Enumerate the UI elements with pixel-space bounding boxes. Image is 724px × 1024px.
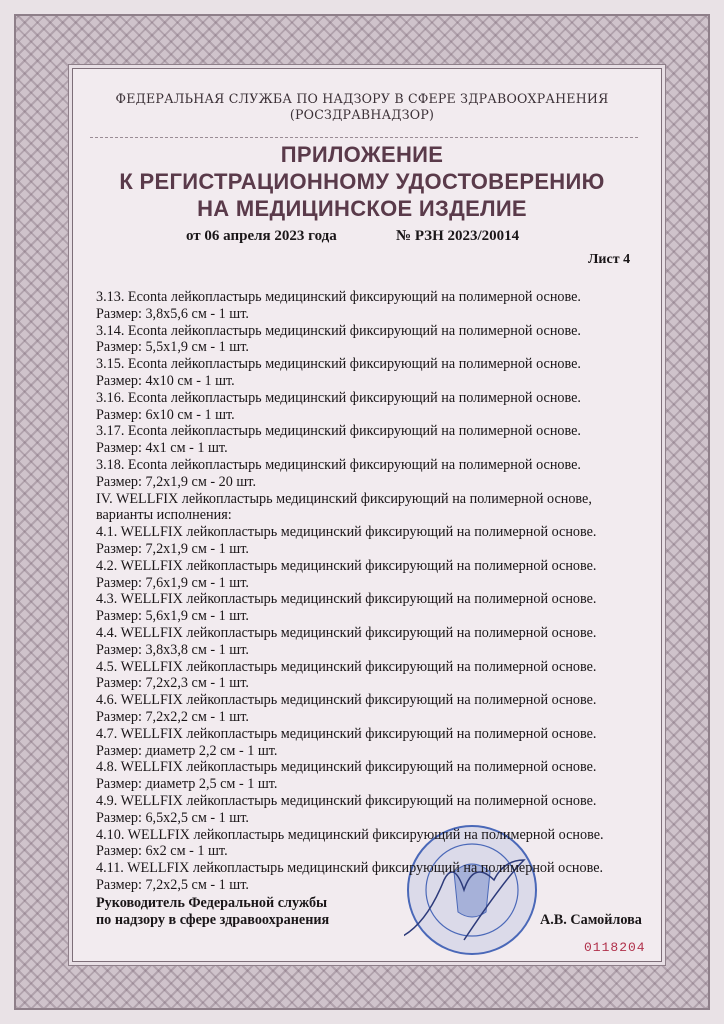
item-name-line: 3.15. Econta лейкопластырь медицинский фиксирующий на полимерной основе. [96,356,581,373]
item-size-line: Размер: 4х10 см - 1 шт. [96,372,235,389]
item-name-line: 3.13. Econta лейкопластырь медицинский фиксирующий на полимерной основе. [96,289,581,305]
item-name-line: 4.8. WELLFIX лейкопластырь медицинский фиксирующий на полимерной основе. [96,759,597,776]
item-name-line: 4.2. WELLFIX лейкопластырь медицинский фиксирующий на полимерной основе. [96,557,597,574]
item-size-line: Размер: 3,8х5,6 см - 1 шт. [96,305,249,322]
item-name-line: 4.3. WELLFIX лейкопластырь медицинский фиксирующий на полимерной основе. [96,591,597,608]
item-name-line: 3.18. Econta лейкопластырь медицинский фиксирующий на полимерной основе. [96,456,581,473]
item-size-line: Размер: диаметр 2,5 см - 1 шт. [96,776,278,793]
title-line-2: К РЕГИСТРАЦИОННОМУ УДОСТОВЕРЕНИЮ [119,169,605,194]
item-size-line: Размер: 7,2х1,9 см - 1 шт. [96,540,249,557]
serial-number: 0118204 [584,940,646,955]
item-size-line: Размер: 5,5х1,9 см - 1 шт. [96,339,249,356]
item-size-line: Размер: 7,2х2,3 см - 1 шт. [96,675,249,692]
item-size-line: Размер: 7,2х2,2 см - 1 шт. [96,708,249,725]
agency-short-name: (РОСЗДРАВНАДЗОР) [289,107,435,122]
item-size-line: Размер: диаметр 2,2 см - 1 шт. [96,742,278,759]
item-size-line: Размер: 3,8х3,8 см - 1 шт. [96,641,249,658]
title-line-3: НА МЕДИЦИНСКОЕ ИЗДЕЛИЕ [197,196,527,221]
agency-name: ФЕДЕРАЛЬНАЯ СЛУЖБА ПО НАДЗОРУ В СФЕРЕ ЗДРАВООХРАНЕНИЯ [115,91,609,106]
item-name-line: 4.9. WELLFIX лейкопластырь медицинский фиксирующий на полимерной основе. [96,792,597,809]
item-size-line: Размер: 7,6х1,9 см - 1 шт. [96,574,249,591]
signatory-role-line-1: Руководитель Федеральной службы [96,895,328,911]
item-name-line: 4.11. WELLFIX лейкопластырь медицинский фиксирующий на полимерной основе. [96,860,604,877]
item-size-line: Размер: 5,6х1,9 см - 1 шт. [96,608,249,625]
item-list [96,289,656,894]
sheet-number: Лист 4 [588,252,631,267]
item-size-line: Размер: 6х2 см - 1 шт. [96,843,228,860]
registration-number: № РЗН 2023/20014 [396,228,520,244]
item-size-line: Размер: 6,5х2,5 см - 1 шт. [96,809,249,826]
divider [90,137,638,138]
document-date: от 06 апреля 2023 года [186,228,337,244]
item-name-line: 4.10. WELLFIX лейкопластырь медицинский фиксирующий на полимерной основе. [96,826,604,843]
signatory-role-line-2: по надзору в сфере здравоохранения [96,912,330,928]
item-name-line: 4.4. WELLFIX лейкопластырь медицинский фиксирующий на полимерной основе. [96,624,597,641]
item-name-line: 3.14. Econta лейкопластырь медицинский фиксирующий на полимерной основе. [96,322,581,339]
item-name-line: 4.6. WELLFIX лейкопластырь медицинский фиксирующий на полимерной основе. [96,692,597,709]
signatory-name: А.В. Самойлова [540,912,642,928]
item-name-line: IV. WELLFIX лейкопластырь медицинский фиксирующий на полимерной основе, [96,490,592,507]
item-size-line: варианты исполнения: [96,507,232,524]
item-name-line: 3.17. Econta лейкопластырь медицинский фиксирующий на полимерной основе. [96,423,581,440]
item-name-line: 3.16. Econta лейкопластырь медицинский фиксирующий на полимерной основе. [96,389,581,406]
item-size-line: Размер: 6х10 см - 1 шт. [96,406,235,423]
title-line-1: ПРИЛОЖЕНИЕ [280,142,444,167]
item-size-line: Размер: 7,2х2,5 см - 1 шт. [96,876,249,893]
item-name-line: 4.5. WELLFIX лейкопластырь медицинский фиксирующий на полимерной основе. [96,658,597,675]
item-name-line: 4.1. WELLFIX лейкопластырь медицинский фиксирующий на полимерной основе. [96,524,597,541]
item-size-line: Размер: 4х1 см - 1 шт. [96,440,228,457]
item-name-line: 4.7. WELLFIX лейкопластырь медицинский фиксирующий на полимерной основе. [96,725,597,742]
item-size-line: Размер: 7,2х1,9 см - 20 шт. [96,473,256,490]
